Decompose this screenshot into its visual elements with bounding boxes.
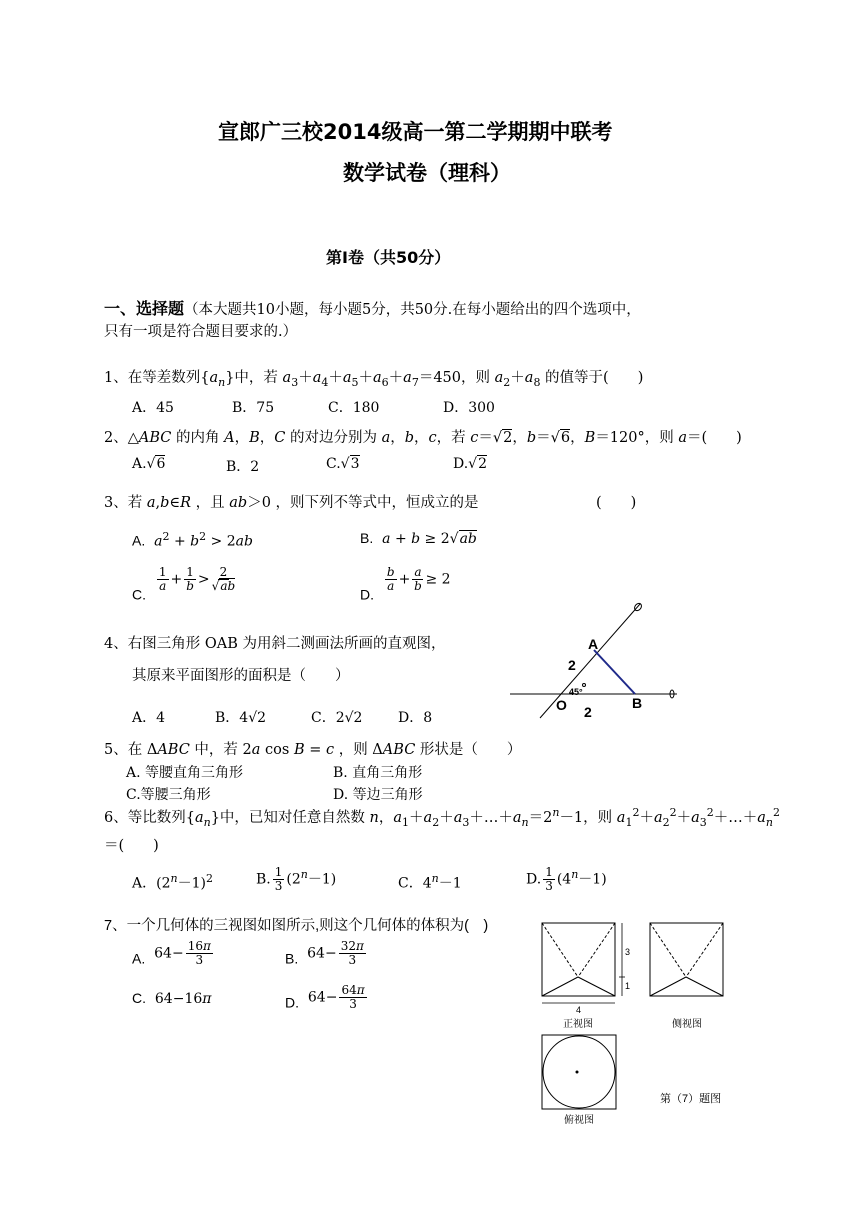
- q6-option-d: D. $\frac{1}{3}$ $(4^n-1)$: [526, 865, 607, 893]
- label-a: A: [588, 636, 599, 652]
- question-4-line2: 其原来平面图形的面积是（ ）: [132, 668, 350, 684]
- q4-option-d: D．8: [398, 710, 433, 726]
- q7-option-a: A. 64− $\frac{16\pi}{3}$: [132, 939, 211, 967]
- question-7: 7、一个几何体的三视图如图所示,则这个几何体的体积为( ): [104, 918, 489, 934]
- question-1: 1、在等差数列$\{a_n\}$中，若 $a_3+a_4+a_5+a_6+a_7=450$，则 $a_2+a_8$ 的值等于( ): [104, 370, 644, 389]
- exam-subtitle: 数学试卷（理科）: [343, 161, 511, 185]
- label-angle: 45°: [569, 687, 583, 697]
- q3-option-b: B. a + b ≥ 2√ab: [360, 530, 477, 547]
- angle-degree-mark: [583, 684, 586, 687]
- side-view-square: [650, 923, 723, 996]
- label-b: B: [632, 695, 643, 711]
- question-6-continued: ＝( ): [104, 838, 159, 854]
- q3-option-a: A. $a^2 + b^2 > 2ab$: [132, 530, 253, 550]
- front-view-label: 正视图: [563, 1019, 593, 1030]
- q5-option-d: D. 等边三角形: [333, 787, 423, 803]
- q7-option-b: B. 64− $\frac{32\pi}{3}$: [285, 939, 364, 967]
- q2-option-c: C.√3: [326, 456, 360, 472]
- front-view-dashed-left: [542, 923, 578, 977]
- q1-option-c: C．180: [328, 400, 380, 416]
- side-view-line-left: [650, 977, 686, 996]
- q1-option-a: A．45: [132, 400, 174, 416]
- label-o: O: [556, 697, 567, 713]
- q2-option-d: D.√2: [453, 456, 488, 472]
- q3-option-d: D. $\frac{b}{a}$ + $\frac{a}{b}$ ≥ 2: [360, 565, 451, 603]
- front-view-lower-label: 1: [625, 981, 631, 991]
- oblique-axis-line: [540, 604, 643, 718]
- q2-option-b: B．2: [226, 459, 260, 475]
- section-instructions: [104, 296, 641, 319]
- segment-ab: [594, 650, 635, 694]
- q1-option-d: D．300: [443, 400, 495, 416]
- question-6: 6、等比数列$\{a_n\}$中，已知对任意自然数 n，$a_1+a_2+a_3+\dots+a_n=2^n-1$，则 $a_1^2+a_2^2+a_3^2+\dots+a_n^2$: [104, 806, 780, 829]
- q6-option-a: A．$(2^n-1)^2$: [132, 872, 213, 892]
- question-2: 2、△ABC 的内角 A，B，C 的对边分别为 a，b，c，若 c＝√2，b＝√6，B＝120°，则 a＝( ): [104, 430, 742, 446]
- section-instructions-line1: （本大题共10小题，每小题5分，共50分.在每小题给出的四个选项中，: [184, 302, 641, 318]
- q7-option-d: D. 64− $\frac{64\pi}{3}$: [285, 983, 365, 1011]
- q4-option-a: A．4: [132, 710, 166, 726]
- q4-option-b: B．4√2: [215, 710, 267, 726]
- q1-option-b: B．75: [232, 400, 275, 416]
- q7-option-c: C. 64−16π: [132, 990, 212, 1007]
- q7-three-view-figure: [530, 915, 765, 1130]
- question-5: 5、在 ΔABC 中，若 2a cos B = c ，则 ΔABC 形状是（ ）: [104, 742, 522, 758]
- question-3: 3、若 a,b∈R ，且 ab＞0 ，则下列不等式中，恒成立的是: [104, 495, 479, 511]
- label-oa-length: 2: [568, 657, 576, 673]
- q6-option-b: B. $\frac{1}{3}$ $(2^n-1)$: [256, 865, 337, 893]
- side-view-dashed-right: [686, 923, 723, 977]
- q5-option-a: A. 等腰直角三角形: [126, 765, 244, 781]
- q5-option-b: B. 直角三角形: [333, 765, 423, 781]
- top-view-circle: [543, 1036, 615, 1108]
- front-view-dashed-right: [578, 923, 615, 977]
- front-view-line-left: [542, 977, 578, 996]
- front-view-upper-label: 3: [625, 947, 631, 957]
- side-view-label: 侧视图: [672, 1019, 702, 1030]
- side-view-line-right: [686, 977, 723, 996]
- front-view-width-label: 4: [576, 1005, 582, 1015]
- top-view-center-point: [576, 1071, 579, 1074]
- exam-title: 宣郎广三校2014级高一第二学期期中联考: [218, 120, 613, 144]
- figure-caption: 第（7）题图: [660, 1093, 722, 1105]
- top-view-square: [542, 1035, 616, 1109]
- label-ob-length: 2: [584, 704, 592, 720]
- q4-oblique-triangle-figure: [505, 598, 685, 723]
- q3-answer-bracket: ( ): [596, 495, 637, 511]
- q3-option-c: C. $\frac{1}{a}$ + $\frac{1}{b}$ > $\frac{2}{√ab}$: [132, 565, 236, 603]
- q4-option-c: C．2√2: [311, 710, 363, 726]
- section-heading: 一、选择题: [104, 299, 185, 318]
- question-4-line1: 4、右图三角形 OAB 为用斜二测画法所画的直观图，: [104, 636, 446, 652]
- top-view-label: 俯视图: [564, 1115, 594, 1126]
- front-view-square: [542, 923, 615, 996]
- section-instructions-line2: 只有一项是符合题目要求的.）: [104, 324, 298, 340]
- q2-option-a: A.√6: [132, 456, 166, 472]
- q5-option-c: C.等腰三角形: [126, 787, 211, 803]
- side-view-dashed-left: [650, 923, 686, 977]
- front-view-line-right: [578, 977, 615, 996]
- q6-option-c: C．$4^n-1$: [398, 872, 462, 892]
- part-heading: 第Ⅰ卷（共50分）: [326, 248, 451, 267]
